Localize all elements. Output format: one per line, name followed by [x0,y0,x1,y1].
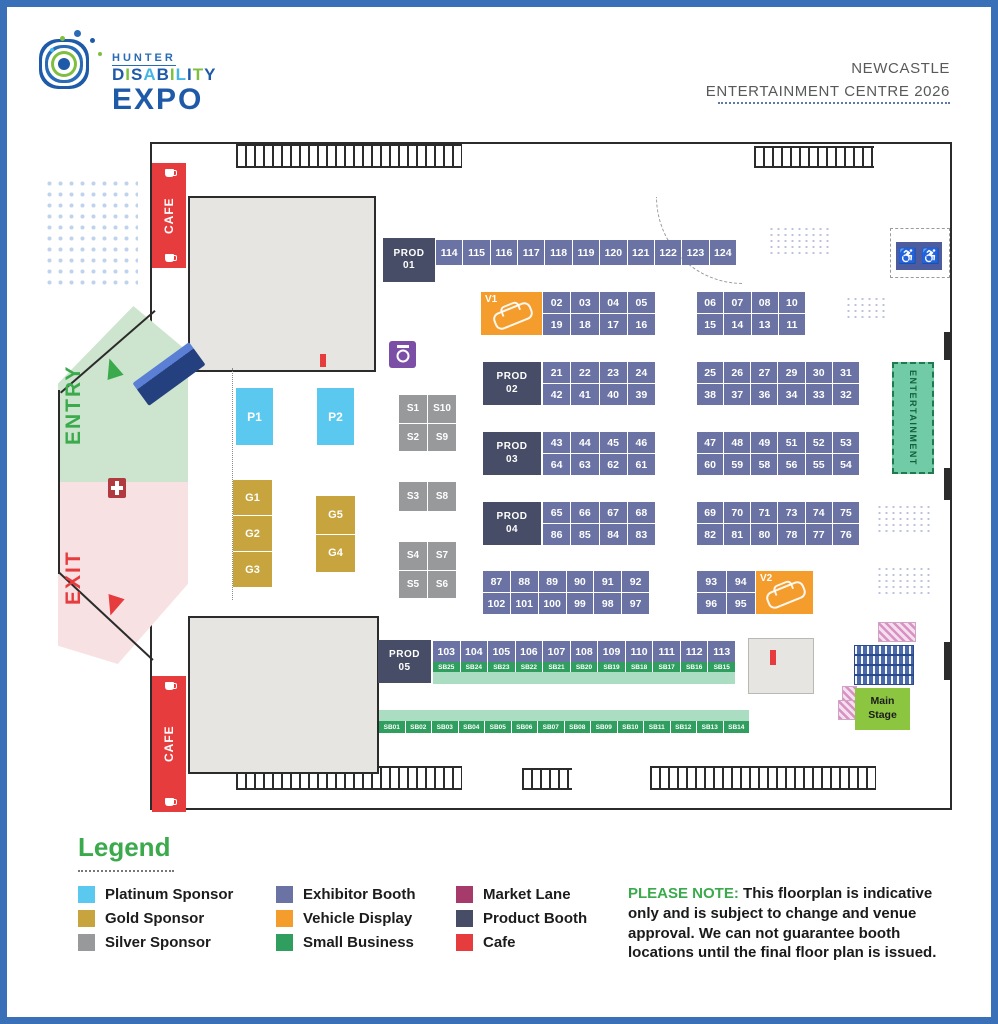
exhibitor-booth: 91 [594,571,621,592]
exhibitor-booth: 101 [511,593,538,614]
exhibitor-booth: 111 [653,641,680,662]
silver-sponsor-booth: S10 [428,395,456,423]
exhibitor-booth: 120 [600,240,626,265]
exhibitor-booth: 97 [622,593,649,614]
legend-item [456,910,587,927]
logo-letter: I [169,65,176,84]
logo-letter: L [175,65,188,84]
legend-swatch-silver [78,934,95,951]
legend-label: Market Lane [483,886,571,903]
prod-03-label [483,432,541,475]
market-lane-block [878,622,916,642]
exhibitor-booth: 16 [628,314,655,335]
exhibitor-booth: 60 [697,454,723,475]
booth-block-02 [543,292,655,335]
gold-sponsor-booth: G2 [233,516,272,551]
exhibitor-booth: 67 [600,502,627,523]
exhibitor-booth: 69 [697,502,723,523]
exhibitor-booth: 43 [543,432,570,453]
exhibitor-booth: 116 [491,240,517,265]
exhibitor-booth: 107 [543,641,570,662]
exhibitor-booth: 122 [655,240,681,265]
note-text: This floorplan is indicative only and is subject to change and venue approval. We can not guarantee booth locations until the final floor plan is issued. [628,885,937,962]
table-dots-decor [876,566,934,594]
exhibitor-booth: 78 [778,524,804,545]
exhibitor-booth: 99 [567,593,594,614]
table-dots-decor [768,226,832,254]
exhibitor-booth: 58 [751,454,777,475]
exhibitor-booth: 75 [833,502,859,523]
small-business-booth: SB05 [485,721,511,733]
exhibitor-booth: 18 [571,314,598,335]
cafe-icon [165,798,174,806]
vehicle-display-v1 [481,292,542,335]
foyer-room [188,616,379,774]
prod-label-line: 02 [505,383,519,395]
prod-label-line: PROD [389,649,420,660]
silver-sponsor-booth: S3 [399,482,427,511]
exhibitor-booth: 14 [724,314,750,335]
prod-02-label [483,362,541,405]
exhibitor-booth: 89 [539,571,566,592]
exhibitor-booth: 08 [752,292,778,313]
table-dots-decor [845,296,889,322]
exhibitor-booth: 10 [779,292,805,313]
small-business-booth: SB10 [618,721,644,733]
legend-title-underline [78,868,174,872]
legend-label: Product Booth [483,910,588,927]
exhibitor-booth: 29 [778,362,804,383]
exhibitor-booth: 34 [778,384,804,405]
logo-letter: D [112,65,126,84]
legend-item [78,934,233,951]
legend-swatch-platinum [78,886,95,903]
exhibitor-booth: 103 [433,641,460,662]
exhibitor-booth: 82 [697,524,723,545]
exhibitor-booth: 49 [751,432,777,453]
exhibitor-booth: 73 [778,502,804,523]
exhibitor-booth: 87 [483,571,510,592]
small-business-booth: SB04 [459,721,485,733]
platinum-sponsor-p2: P2 [317,388,354,445]
legend-label: Cafe [483,934,516,951]
logo-expo: EXPO [112,82,204,116]
exhibitor-booth: 24 [628,362,655,383]
small-business-booth: SB07 [538,721,564,733]
exhibitor-booth: 117 [518,240,544,265]
exhibitor-booth: 85 [571,524,598,545]
silver-sponsor-s4-block [399,542,456,598]
booth-block-25 [697,362,859,405]
gold-sponsor-booth: G1 [233,480,272,515]
legend-label: Silver Sponsor [105,934,211,951]
exhibitor-booth: 118 [545,240,571,265]
cafe-marker [770,650,776,665]
exhibitor-booth: 07 [724,292,750,313]
entry-label: ENTRY [62,364,85,446]
exhibitor-booth: 80 [751,524,777,545]
booth-block-93 [697,571,755,614]
cafe-top [152,163,186,268]
small-business-row-upper [433,662,735,672]
silver-sponsor-booth: S4 [399,542,427,570]
prod-01-label [383,238,435,282]
small-business-row-lower [379,721,749,733]
platinum-sponsor-p1: P1 [236,388,273,445]
small-business-band [379,710,749,721]
cafe-marker [320,354,326,367]
booth-block-87 [483,571,649,614]
exhibitor-booth: 45 [600,432,627,453]
exhibitor-booth: 33 [806,384,832,405]
concertina-wall [236,144,462,168]
exhibitor-booth: 27 [751,362,777,383]
exhibitor-booth: 119 [573,240,599,265]
legend-item [276,910,416,927]
exhibitor-booth: 41 [571,384,598,405]
exhibitor-booth: 36 [751,384,777,405]
exhibitor-booth: 26 [724,362,750,383]
exhibitor-booth: 52 [806,432,832,453]
prod-04-label [483,502,541,545]
legend-swatch-vehicle [276,910,293,927]
wheelchair-icon: ♿ [921,248,940,265]
silver-sponsor-s1-block [399,395,456,451]
small-business-booth: SB20 [571,662,598,672]
small-business-booth: SB01 [379,721,405,733]
exhibitor-booth: 63 [571,454,598,475]
utility-box [748,638,814,694]
logo-letter: I [125,65,132,84]
exhibitor-booth: 54 [833,454,859,475]
legend-item [78,910,233,927]
small-business-booth: SB17 [653,662,680,672]
booth-block-47 [697,432,859,475]
stage-label-line: Stage [868,709,897,721]
silver-sponsor-booth: S6 [428,571,456,599]
small-business-booth: SB14 [724,721,750,733]
exhibitor-booth: 95 [727,593,756,614]
exhibitor-booth: 76 [833,524,859,545]
prod-label-line: PROD [496,441,528,452]
car-icon [491,300,535,332]
exhibitor-booth: 04 [600,292,627,313]
cafe-bottom-label: CAFE [162,725,176,763]
small-business-booth: SB18 [626,662,653,672]
exhibitor-booth: 104 [461,641,488,662]
small-business-booth: SB15 [708,662,735,672]
cafe-seating-decor [44,178,138,288]
exhibitor-booth: 22 [571,362,598,383]
exhibitor-booth: 77 [806,524,832,545]
legend-label: Gold Sponsor [105,910,205,927]
exhibitor-booth: 110 [626,641,653,662]
legend-item [456,886,587,903]
exhibitor-booth: 66 [571,502,598,523]
wing-wall [58,390,60,574]
legend-swatch-cafe [456,934,473,951]
exhibitor-booth: 17 [600,314,627,335]
exhibitor-booth: 100 [539,593,566,614]
legend-column-3 [456,886,587,958]
exhibitor-booth: 15 [697,314,723,335]
legend-swatch-product [456,910,473,927]
legend-item [276,934,416,951]
exhibitor-booth: 61 [628,454,655,475]
exhibitor-booth: 84 [600,524,627,545]
stage-seating-row [854,665,914,675]
exhibitor-booth: 108 [571,641,598,662]
booth-block-43 [543,432,655,475]
exhibitor-booth: 21 [543,362,570,383]
exhibitor-booth: 11 [779,314,805,335]
booth-block-21 [543,362,655,405]
small-business-booth: SB08 [565,721,591,733]
exhibitor-booth: 19 [543,314,570,335]
exhibitor-booth: 71 [751,502,777,523]
exhibitor-booth: 38 [697,384,723,405]
main-stage [855,688,910,730]
exhibitor-booth: 90 [567,571,594,592]
silver-sponsor-booth: S9 [428,424,456,452]
door-jamb [944,468,950,500]
door-jamb [944,642,950,680]
prod-label-line: PROD [496,371,528,382]
legend [0,826,998,1016]
cafe-top-label: CAFE [162,197,176,234]
exhibitor-booth: 121 [628,240,654,265]
exhibitor-booth: 98 [594,593,621,614]
exhibitor-booth: 88 [511,571,538,592]
exhibitor-booth: 62 [600,454,627,475]
legend-item [276,886,416,903]
small-business-booth: SB23 [488,662,515,672]
small-business-band [433,672,735,684]
vehicle-display-v2 [756,571,813,614]
small-business-booth: SB16 [681,662,708,672]
legend-item [456,934,587,951]
small-business-booth: SB09 [591,721,617,733]
small-business-booth: SB24 [461,662,488,672]
exhibitor-booth: 48 [724,432,750,453]
exhibitor-booth: 37 [724,384,750,405]
exhibitor-booth: 47 [697,432,723,453]
small-business-booth: SB21 [543,662,570,672]
exhibitor-booth: 44 [571,432,598,453]
silver-sponsor-s3-block [399,482,456,511]
table-dots-decor [876,504,934,532]
small-business-booth: SB25 [433,662,460,672]
exhibitor-booth: 32 [833,384,859,405]
exhibitor-booth: 112 [681,641,708,662]
small-business-booth: SB03 [432,721,458,733]
exhibitor-booth: 56 [778,454,804,475]
exhibitor-booth: 113 [708,641,735,662]
logo-letter: B [156,65,170,84]
legend-swatch-marketlane [456,886,473,903]
silver-sponsor-booth: S2 [399,424,427,452]
small-business-booth: SB19 [598,662,625,672]
wheelchair-icon: ♿ [898,248,917,265]
prod-label-line: 05 [398,661,411,673]
prod-label-line: PROD [393,247,425,259]
exhibitor-booth: 106 [516,641,543,662]
exhibitor-booth: 123 [682,240,708,265]
gold-sponsor-booth: G3 [233,552,272,587]
exhibitor-booth: 05 [628,292,655,313]
logo-letter: I [187,65,193,84]
gold-sponsor-booth: G4 [316,535,355,573]
exhibitor-booth: 70 [724,502,750,523]
exhibitor-booth: 115 [463,240,489,265]
exhibitor-booth: 42 [543,384,570,405]
exit-label: EXIT [62,550,85,606]
entertainment-zone [892,362,934,474]
logo-letter: Y [204,65,217,84]
exhibitor-booth: 03 [571,292,598,313]
legend-label: Platinum Sponsor [105,886,234,903]
silver-sponsor-booth: S8 [428,482,456,511]
legend-label: Small Business [303,934,414,951]
first-aid-icon [108,478,126,498]
stage-seating-row [854,655,914,665]
legend-label: Vehicle Display [303,910,413,927]
v2-label: V2 [760,573,773,584]
door-jamb [944,332,950,360]
exhibitor-booth: 64 [543,454,570,475]
concertina-wall [522,768,572,790]
logo-letter: T [192,65,205,84]
exhibitor-booth: 81 [724,524,750,545]
gold-sponsor-booth: G5 [316,496,355,534]
small-business-booth: SB22 [516,662,543,672]
cafe-icon [165,169,174,177]
camera-icon [389,341,416,368]
exhibitor-booth: 30 [806,362,832,383]
exhibitor-booth: 105 [488,641,515,662]
exhibitor-booth: 31 [833,362,859,383]
gold-sponsor-g1-g3 [233,480,272,587]
booth-block-65 [543,502,655,545]
foyer-room [188,196,376,372]
small-business-booth: SB11 [644,721,670,733]
exhibitor-booth: 102 [483,593,510,614]
exhibitor-booth: 46 [628,432,655,453]
exhibitor-booth: 114 [436,240,462,265]
exhibitor-booth: 13 [752,314,778,335]
legend-item [78,886,233,903]
legend-label: Exhibitor Booth [303,886,416,903]
booth-row-103-113 [433,641,735,662]
exhibitor-booth: 23 [600,362,627,383]
booth-row-114-124 [436,240,736,265]
prod-label-line: 03 [505,453,519,465]
prod-label-line: 01 [402,260,416,271]
exhibitor-booth: 109 [598,641,625,662]
entertainment-label: ENTERTAINMENT [908,370,918,466]
stage-label-line: Main [870,695,895,708]
cafe-bottom [152,676,186,812]
stage-seating-row [854,645,914,655]
silver-sponsor-booth: S7 [428,542,456,570]
exhibitor-booth: 02 [543,292,570,313]
legend-column-1 [78,886,233,958]
exhibitor-booth: 86 [543,524,570,545]
prod-05-label [378,640,431,683]
legend-title: Legend [78,832,171,862]
note-label: PLEASE NOTE: [628,885,739,902]
cafe-icon [165,682,174,690]
exhibitor-booth: 124 [710,240,736,265]
exhibitor-booth: 51 [778,432,804,453]
legend-swatch-exhibitor [276,886,293,903]
v1-label: V1 [485,294,498,305]
legend-swatch-gold [78,910,95,927]
exhibitor-booth: 74 [806,502,832,523]
small-business-booth: SB12 [671,721,697,733]
exhibitor-booth: 92 [622,571,649,592]
exhibitor-booth: 59 [724,454,750,475]
legend-swatch-smallbusiness [276,934,293,951]
exhibitor-booth: 55 [806,454,832,475]
logo-letter: A [143,65,157,84]
exhibitor-booth: 94 [727,571,756,592]
venue-line2: ENTERTAINMENT CENTRE 2026 [705,82,950,100]
stage-seating-row [854,675,914,685]
exhibitor-booth: 68 [628,502,655,523]
silver-sponsor-booth: S1 [399,395,427,423]
logo-hunter: HUNTER [112,52,176,64]
exhibitor-booth: 25 [697,362,723,383]
prod-label-line: PROD [496,511,528,522]
venue-line1: NEWCASTLE [851,60,950,77]
booth-block-06 [697,292,805,335]
small-business-booth: SB13 [697,721,723,733]
exhibitor-booth: 96 [697,593,726,614]
accessible-toilet-box [896,242,942,270]
exhibitor-booth: 39 [628,384,655,405]
small-business-booth: SB06 [512,721,538,733]
booth-block-69 [697,502,859,545]
logo-letter: S [131,65,144,84]
exhibitor-booth: 65 [543,502,570,523]
disclaimer-note [628,884,960,963]
silver-sponsor-booth: S5 [399,571,427,599]
cafe-icon [165,254,174,262]
gold-sponsor-g5-g4 [316,496,355,572]
exhibitor-booth: 93 [697,571,726,592]
exhibitor-booth: 40 [600,384,627,405]
concertina-wall [754,146,874,168]
concertina-wall [650,766,876,790]
legend-column-2 [276,886,416,958]
small-business-booth: SB02 [406,721,432,733]
exhibitor-booth: 53 [833,432,859,453]
exhibitor-booth: 06 [697,292,723,313]
prod-label-line: 04 [505,523,519,535]
exhibitor-booth: 83 [628,524,655,545]
